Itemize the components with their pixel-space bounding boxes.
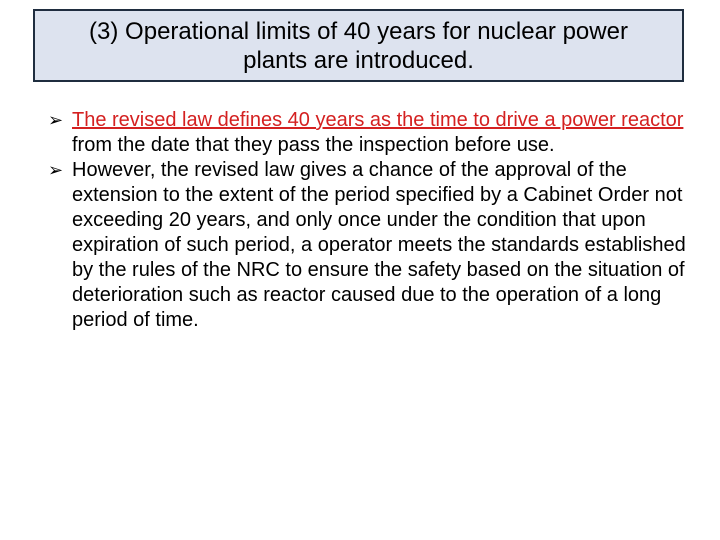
slide-title-box xyxy=(33,9,684,82)
arrow-bullet-icon: ➢ xyxy=(48,160,64,180)
bullet-item-2 xyxy=(48,158,688,333)
slide-title-line-2: plants are introduced. xyxy=(243,46,474,74)
slide-title xyxy=(39,17,679,75)
highlighted-text: The revised law defines 40 years as the time to drive a power reactor xyxy=(72,109,684,131)
bullet-item-2-text: However, the revised law gives a chance of the approval of the extension to the extent of the period specified by a Cabinet Order not exceeding 20 years, and only once under the condition that upon expiration of such period, a operator meets the standards established by the rules of the NRC to ensure the safety based on the situation of deterioration such as reactor caused due to the operation of a long period of time. xyxy=(72,159,686,331)
bullet-list xyxy=(48,108,688,333)
bullet-item-1-text: from the date that they pass the inspection before use. xyxy=(72,134,555,156)
slide-title-line-1: (3) Operational limits of 40 years for nuclear power xyxy=(89,17,628,45)
bullet-item-1 xyxy=(48,108,688,158)
arrow-bullet-icon: ➢ xyxy=(48,110,64,130)
